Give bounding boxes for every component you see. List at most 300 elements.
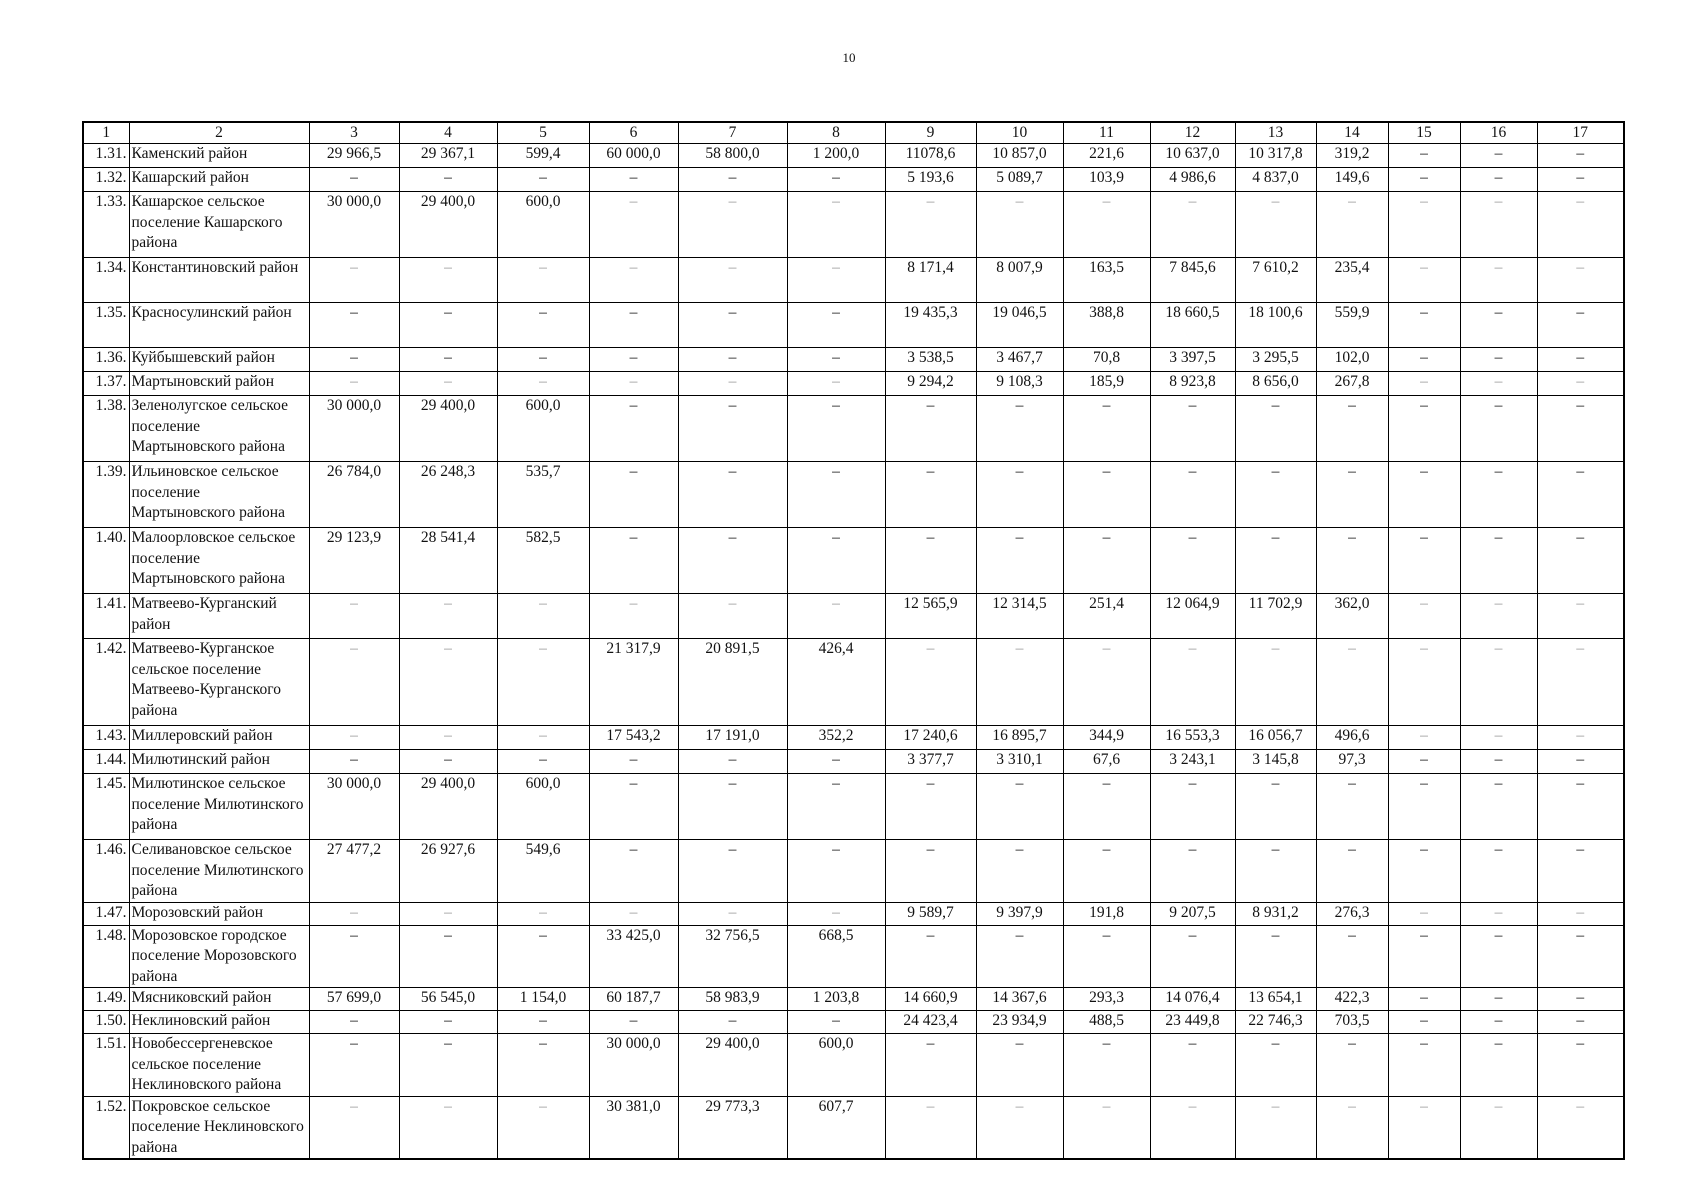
cell-col-8: – [787,192,885,258]
cell-col-10: 12 314,5 [976,594,1063,639]
cell-col-6: – [589,594,678,639]
table-row [83,528,1624,594]
cell-col-11: 163,5 [1063,258,1150,303]
cell-col-6: – [589,840,678,903]
cell-col-12: 9 207,5 [1150,902,1235,925]
cell-col-11: 293,3 [1063,988,1150,1011]
row-index: 1.36. [83,348,129,372]
cell-col-3: – [309,258,399,303]
cell-col-10: 23 934,9 [976,1011,1063,1034]
cell-col-6: – [589,192,678,258]
cell-col-16: – [1460,303,1537,348]
cell-col-14: – [1316,192,1388,258]
cell-col-10: – [976,925,1063,988]
column-header-5: 5 [497,122,589,144]
cell-col-17: – [1537,639,1624,726]
table-row [83,303,1624,348]
cell-col-5: – [497,1034,589,1097]
cell-col-14: – [1316,528,1388,594]
cell-col-16: – [1460,462,1537,528]
cell-col-11: – [1063,925,1150,988]
cell-col-13: – [1235,528,1316,594]
cell-col-15: – [1388,774,1460,840]
cell-col-4: 56 545,0 [399,988,497,1011]
cell-col-8: – [787,348,885,372]
cell-col-16: – [1460,840,1537,903]
column-header-2: 2 [129,122,309,144]
cell-col-11: – [1063,396,1150,462]
cell-col-6: – [589,750,678,774]
cell-col-17: – [1537,925,1624,988]
cell-col-13: – [1235,774,1316,840]
cell-col-15: – [1388,1034,1460,1097]
cell-col-13: – [1235,925,1316,988]
column-header-14: 14 [1316,122,1388,144]
cell-col-8: 1 203,8 [787,988,885,1011]
table-body [83,144,1624,1160]
row-municipality-name: Морозовское городское поселение Морозовского района [129,925,309,988]
column-header-8: 8 [787,122,885,144]
cell-col-15: – [1388,925,1460,988]
table-row [83,396,1624,462]
cell-col-6: 33 425,0 [589,925,678,988]
cell-col-12: 23 449,8 [1150,1011,1235,1034]
column-header-6: 6 [589,122,678,144]
row-index: 1.44. [83,750,129,774]
cell-col-10: 8 007,9 [976,258,1063,303]
cell-col-7: – [678,594,787,639]
cell-col-9: – [885,840,976,903]
column-header-7: 7 [678,122,787,144]
cell-col-7: 29 400,0 [678,1034,787,1097]
cell-col-4: 26 248,3 [399,462,497,528]
cell-col-6: – [589,902,678,925]
cell-col-10: 19 046,5 [976,303,1063,348]
cell-col-13: 8 931,2 [1235,902,1316,925]
cell-col-9: – [885,396,976,462]
column-header-12: 12 [1150,122,1235,144]
table-row [83,462,1624,528]
cell-col-13: 10 317,8 [1235,144,1316,168]
cell-col-8: – [787,774,885,840]
cell-col-10: – [976,528,1063,594]
cell-col-15: – [1388,750,1460,774]
cell-col-11: – [1063,1096,1150,1159]
cell-col-6: – [589,168,678,192]
cell-col-7: 32 756,5 [678,925,787,988]
cell-col-7: – [678,528,787,594]
cell-col-9: 11078,6 [885,144,976,168]
cell-col-7: – [678,303,787,348]
cell-col-13: – [1235,639,1316,726]
row-municipality-name: Милютинский район [129,750,309,774]
cell-col-10: – [976,396,1063,462]
cell-col-9: – [885,925,976,988]
row-municipality-name: Мясниковский район [129,988,309,1011]
row-municipality-name: Новобессергеневское сельское поселение Неклиновского района [129,1034,309,1097]
cell-col-4: – [399,1034,497,1097]
column-header-9: 9 [885,122,976,144]
table-row [83,258,1624,303]
cell-col-9: – [885,639,976,726]
cell-col-11: 388,8 [1063,303,1150,348]
cell-col-13: – [1235,840,1316,903]
cell-col-12: – [1150,639,1235,726]
cell-col-15: – [1388,258,1460,303]
cell-col-8: – [787,840,885,903]
cell-col-15: – [1388,462,1460,528]
cell-col-17: – [1537,774,1624,840]
cell-col-11: – [1063,192,1150,258]
cell-col-16: – [1460,258,1537,303]
cell-col-10: 3 467,7 [976,348,1063,372]
cell-col-6: 60 187,7 [589,988,678,1011]
table-row [83,750,1624,774]
cell-col-15: – [1388,192,1460,258]
cell-col-7: – [678,348,787,372]
cell-col-12: – [1150,528,1235,594]
cell-col-14: – [1316,1034,1388,1097]
cell-col-9: 3 377,7 [885,750,976,774]
cell-col-6: – [589,462,678,528]
row-index: 1.31. [83,144,129,168]
cell-col-14: – [1316,840,1388,903]
cell-col-6: – [589,396,678,462]
cell-col-5: 549,6 [497,840,589,903]
cell-col-16: – [1460,639,1537,726]
cell-col-3: – [309,1011,399,1034]
cell-col-9: 3 538,5 [885,348,976,372]
row-municipality-name: Морозовский район [129,902,309,925]
cell-col-15: – [1388,168,1460,192]
row-index: 1.40. [83,528,129,594]
cell-col-11: 488,5 [1063,1011,1150,1034]
cell-col-10: 14 367,6 [976,988,1063,1011]
cell-col-9: 14 660,9 [885,988,976,1011]
cell-col-5: – [497,639,589,726]
cell-col-5: – [497,925,589,988]
cell-col-14: 235,4 [1316,258,1388,303]
cell-col-17: – [1537,303,1624,348]
cell-col-11: – [1063,639,1150,726]
cell-col-4: – [399,750,497,774]
cell-col-12: 10 637,0 [1150,144,1235,168]
cell-col-8: 1 200,0 [787,144,885,168]
cell-col-9: – [885,192,976,258]
table-row [83,902,1624,925]
table-row [83,726,1624,750]
row-index: 1.49. [83,988,129,1011]
cell-col-8: – [787,1011,885,1034]
column-header-1: 1 [83,122,129,144]
budget-allocation-table [82,121,1625,1160]
cell-col-4: 29 400,0 [399,774,497,840]
cell-col-10: – [976,1096,1063,1159]
cell-col-17: – [1537,192,1624,258]
cell-col-15: – [1388,372,1460,396]
cell-col-14: 703,5 [1316,1011,1388,1034]
cell-col-5: 600,0 [497,192,589,258]
cell-col-15: – [1388,726,1460,750]
row-index: 1.51. [83,1034,129,1097]
cell-col-11: – [1063,528,1150,594]
cell-col-5: – [497,372,589,396]
cell-col-4: 29 400,0 [399,192,497,258]
cell-col-17: – [1537,902,1624,925]
cell-col-7: – [678,396,787,462]
row-index: 1.48. [83,925,129,988]
cell-col-4: – [399,902,497,925]
cell-col-16: – [1460,1034,1537,1097]
cell-col-15: – [1388,1096,1460,1159]
table-row [83,1011,1624,1034]
cell-col-3: 30 000,0 [309,396,399,462]
cell-col-4: – [399,303,497,348]
cell-col-7: – [678,192,787,258]
row-index: 1.52. [83,1096,129,1159]
cell-col-15: – [1388,528,1460,594]
cell-col-3: – [309,303,399,348]
row-municipality-name: Кашарское сельское поселение Кашарского района [129,192,309,258]
cell-col-3: 30 000,0 [309,774,399,840]
cell-col-16: – [1460,168,1537,192]
cell-col-11: 67,6 [1063,750,1150,774]
cell-col-8: – [787,594,885,639]
cell-col-7: – [678,462,787,528]
cell-col-17: – [1537,840,1624,903]
cell-col-3: 29 123,9 [309,528,399,594]
table-row [83,594,1624,639]
cell-col-16: – [1460,726,1537,750]
row-municipality-name: Каменский район [129,144,309,168]
cell-col-17: – [1537,594,1624,639]
cell-col-3: – [309,726,399,750]
cell-col-13: – [1235,1034,1316,1097]
cell-col-10: 3 310,1 [976,750,1063,774]
column-header-17: 17 [1537,122,1624,144]
cell-col-15: – [1388,840,1460,903]
cell-col-3: 26 784,0 [309,462,399,528]
row-index: 1.47. [83,902,129,925]
cell-col-9: 9 589,7 [885,902,976,925]
table-row [83,988,1624,1011]
cell-col-14: – [1316,396,1388,462]
cell-col-13: 7 610,2 [1235,258,1316,303]
cell-col-8: 426,4 [787,639,885,726]
table-row [83,925,1624,988]
column-number-header-row [83,122,1624,144]
cell-col-10: 9 397,9 [976,902,1063,925]
cell-col-10: – [976,639,1063,726]
cell-col-4: – [399,348,497,372]
cell-col-14: 149,6 [1316,168,1388,192]
cell-col-7: – [678,902,787,925]
cell-col-15: – [1388,594,1460,639]
column-header-4: 4 [399,122,497,144]
cell-col-17: – [1537,258,1624,303]
cell-col-15: – [1388,303,1460,348]
row-municipality-name: Миллеровский район [129,726,309,750]
cell-col-4: – [399,594,497,639]
row-index: 1.41. [83,594,129,639]
table-row [83,774,1624,840]
cell-col-15: – [1388,988,1460,1011]
cell-col-8: – [787,372,885,396]
cell-col-8: 607,7 [787,1096,885,1159]
cell-col-6: 30 381,0 [589,1096,678,1159]
cell-col-12: – [1150,1096,1235,1159]
cell-col-11: – [1063,1034,1150,1097]
row-index: 1.39. [83,462,129,528]
cell-col-7: – [678,750,787,774]
cell-col-16: – [1460,925,1537,988]
column-header-13: 13 [1235,122,1316,144]
cell-col-8: – [787,462,885,528]
cell-col-5: – [497,750,589,774]
cell-col-17: – [1537,348,1624,372]
cell-col-4: 29 400,0 [399,396,497,462]
cell-col-6: 60 000,0 [589,144,678,168]
table-row [83,1096,1624,1159]
cell-col-11: – [1063,774,1150,840]
cell-col-17: – [1537,1011,1624,1034]
cell-col-12: 7 845,6 [1150,258,1235,303]
cell-col-16: – [1460,902,1537,925]
cell-col-14: 496,6 [1316,726,1388,750]
cell-col-10: 16 895,7 [976,726,1063,750]
cell-col-14: 319,2 [1316,144,1388,168]
cell-col-15: – [1388,1011,1460,1034]
cell-col-6: 17 543,2 [589,726,678,750]
cell-col-3: – [309,925,399,988]
column-header-15: 15 [1388,122,1460,144]
cell-col-5: 599,4 [497,144,589,168]
cell-col-14: 102,0 [1316,348,1388,372]
cell-col-10: 5 089,7 [976,168,1063,192]
cell-col-12: – [1150,462,1235,528]
cell-col-13: 4 837,0 [1235,168,1316,192]
row-municipality-name: Ильиновское сельское поселение Мартыновского района [129,462,309,528]
cell-col-5: – [497,168,589,192]
cell-col-16: – [1460,528,1537,594]
cell-col-17: – [1537,144,1624,168]
cell-col-17: – [1537,396,1624,462]
cell-col-12: – [1150,192,1235,258]
cell-col-11: – [1063,462,1150,528]
row-municipality-name: Матвеево-Курганский район [129,594,309,639]
cell-col-5: 600,0 [497,396,589,462]
row-index: 1.34. [83,258,129,303]
row-municipality-name: Покровское сельское поселение Неклиновского района [129,1096,309,1159]
row-municipality-name: Красносулинский район [129,303,309,348]
cell-col-4: – [399,168,497,192]
cell-col-5: 582,5 [497,528,589,594]
cell-col-8: – [787,258,885,303]
cell-col-10: – [976,840,1063,903]
cell-col-4: – [399,639,497,726]
cell-col-6: – [589,528,678,594]
column-header-3: 3 [309,122,399,144]
cell-col-6: – [589,303,678,348]
cell-col-14: – [1316,925,1388,988]
cell-col-3: – [309,1096,399,1159]
cell-col-5: – [497,258,589,303]
cell-col-14: 362,0 [1316,594,1388,639]
cell-col-5: – [497,726,589,750]
cell-col-6: 30 000,0 [589,1034,678,1097]
cell-col-11: 251,4 [1063,594,1150,639]
cell-col-9: – [885,528,976,594]
table-row [83,144,1624,168]
cell-col-11: 221,6 [1063,144,1150,168]
cell-col-14: 97,3 [1316,750,1388,774]
cell-col-13: – [1235,396,1316,462]
cell-col-13: 16 056,7 [1235,726,1316,750]
row-index: 1.38. [83,396,129,462]
cell-col-10: – [976,462,1063,528]
cell-col-9: 19 435,3 [885,303,976,348]
cell-col-17: – [1537,528,1624,594]
cell-col-17: – [1537,726,1624,750]
cell-col-7: 20 891,5 [678,639,787,726]
cell-col-17: – [1537,462,1624,528]
cell-col-16: – [1460,144,1537,168]
row-index: 1.42. [83,639,129,726]
cell-col-5: – [497,594,589,639]
cell-col-7: – [678,774,787,840]
cell-col-12: 8 923,8 [1150,372,1235,396]
cell-col-5: 535,7 [497,462,589,528]
table-row [83,168,1624,192]
cell-col-14: 422,3 [1316,988,1388,1011]
cell-col-7: 29 773,3 [678,1096,787,1159]
cell-col-13: 3 145,8 [1235,750,1316,774]
column-header-10: 10 [976,122,1063,144]
cell-col-5: 1 154,0 [497,988,589,1011]
cell-col-7: – [678,372,787,396]
cell-col-4: – [399,726,497,750]
row-index: 1.32. [83,168,129,192]
cell-col-8: 668,5 [787,925,885,988]
row-municipality-name: Куйбышевский район [129,348,309,372]
cell-col-17: – [1537,1096,1624,1159]
cell-col-15: – [1388,396,1460,462]
cell-col-17: – [1537,988,1624,1011]
row-index: 1.50. [83,1011,129,1034]
row-municipality-name: Матвеево-Курганское сельское поселение Матвеево-Курганского района [129,639,309,726]
cell-col-15: – [1388,902,1460,925]
column-header-16: 16 [1460,122,1537,144]
cell-col-10: 9 108,3 [976,372,1063,396]
row-index: 1.35. [83,303,129,348]
cell-col-11: 103,9 [1063,168,1150,192]
cell-col-3: 57 699,0 [309,988,399,1011]
cell-col-12: 3 397,5 [1150,348,1235,372]
cell-col-3: – [309,168,399,192]
cell-col-10: – [976,774,1063,840]
row-index: 1.46. [83,840,129,903]
cell-col-12: 16 553,3 [1150,726,1235,750]
page-number: 10 [842,50,856,65]
cell-col-3: – [309,594,399,639]
cell-col-3: – [309,372,399,396]
cell-col-7: – [678,1011,787,1034]
cell-col-5: – [497,303,589,348]
cell-col-6: – [589,1011,678,1034]
cell-col-13: – [1235,192,1316,258]
table-row [83,348,1624,372]
cell-col-8: – [787,902,885,925]
